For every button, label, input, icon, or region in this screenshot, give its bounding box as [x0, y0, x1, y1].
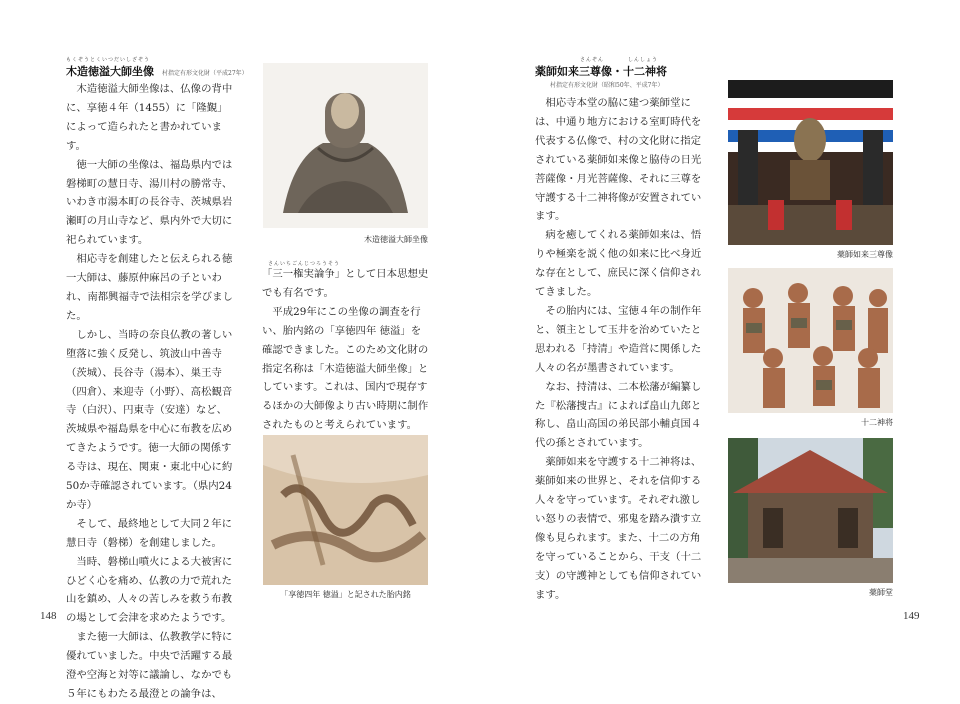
paragraph: 平成29年にこの坐像の調査を行い、胎内銘の「享徳四年 徳溢」を確認できました。このため文化財の指定名称は「木造徳溢大師坐像」としています。これは、国内で現存するほかの大師像より古い時期に制作されたものと考えられています。	[262, 305, 429, 432]
caption-hall: 薬師堂	[869, 588, 893, 597]
paragraph: 相応寺本堂の脇に建つ薬師堂には、中通り地方における室町時代を代表する仏像で、村の文化財に指定されている薬師如来像と脇侍の日光菩薩像・月光菩薩像、それに三尊を守護する十二神将像が安置されています。	[535, 97, 702, 223]
paragraph: 薬師如来を守護する十二神将は、薬師如来の世界と、それを信仰する人々を守っています。それぞれ激しい怒りの表情で、邪鬼を踏み潰す立像も見られます。また、十二の方角を守っていることから、干支（十二支）の守護神としても信仰されています。	[535, 456, 702, 601]
caption-sanzon: 薬師如来三尊像	[837, 250, 893, 259]
right-page-number: 149	[903, 610, 920, 622]
left-designation: 村指定有形文化財（平成27年）	[162, 70, 248, 77]
left-title-ruby: もくぞうとくいつだいしざぞう	[66, 57, 151, 63]
sanzon-photo	[728, 80, 893, 245]
paragraph: しかし、当時の奈良仏教の著しい堕落に強く反発し、筑波山中善寺（茨城）、長谷寺（湯本）、巣王寺（四倉）、来迎寺（小野）、高松観音寺（白沢）、円東寺（安達）など、茨城県や福島県を中心に布教を広めてきたようです。徳一大師の関係する寺は、現在、関東・東北中心に約50か寺確認されています。（県内24か寺）	[66, 328, 233, 511]
right-text-column	[535, 94, 705, 601]
paragraph: なお、持清は、二本松藩が編纂した『松藩捜古』によれば畠山九郎と称し、畠山高国の弟民部小輔貞国４代の孫とされています。	[535, 380, 702, 450]
hall-photo	[728, 438, 893, 583]
right-designation: 村指定有形文化財（昭和50年、平成7年）	[550, 82, 664, 89]
right-title-ruby: さんぞん しんしょう	[580, 57, 659, 63]
paragraph: 病を癒してくれる薬師如来は、悟りや極楽を説く他の如来に比べ身近な存在として、庶民に深く信仰されてきました。	[535, 229, 702, 299]
paragraph: 「三一権実論争」として日本思想史でも有名です。	[262, 268, 429, 299]
right-page-title: 薬師如来三尊像・十二神将	[535, 65, 667, 78]
paragraph: 木造徳溢大師坐像は、仏像の背中に、享徳４年（1455）に「隆覲」によって造られたと書かれています。	[66, 83, 233, 152]
statue-photo	[263, 63, 428, 228]
caption-inscription: 「享徳四年 徳溢」と記された胎内銘	[280, 590, 411, 599]
col2-ruby: さんいちごんじつろうそう	[268, 261, 341, 267]
left-page-number: 148	[40, 610, 57, 622]
shinsho-photo	[728, 268, 893, 413]
paragraph: 相応寺を創建したと伝えられる徳一大師は、藤原仲麻呂の子といわれ、南都興福寺で法相宗を学びました。	[66, 253, 233, 322]
paragraph: その胎内には、宝徳４年の制作年と、領主として玉井を治めていたと思われる「持清」や造営に関係した人々の名が墨書されています。	[535, 304, 702, 374]
left-text-column-2	[262, 265, 430, 432]
paragraph: 当時、磐梯山噴火による大被害にひどく心を痛め、仏教の力で荒れた山を鎮め、人々の苦しみを救う布教の場として会津を求めたようです。	[66, 555, 233, 625]
paragraph: また徳一大師は、仏教教学に特に優れていました。中央で活躍する最澄や空海と対等に議論し、なかでも５年にもわたる最澄との論争は、	[66, 631, 233, 700]
left-page-title: 木造徳溢大師坐像	[66, 65, 154, 78]
caption-statue: 木造徳溢大師坐像	[364, 235, 428, 244]
paragraph: 徳一大師の坐像は、福島県内では磐梯町の慧日寺、湯川村の勝常寺、いわき市湯本町の長谷寺、茨城県岩瀬町の月山寺など、県内外で大切に祀られています。	[66, 158, 233, 247]
left-text-column-1	[66, 80, 236, 700]
caption-shinsho: 十二神将	[861, 418, 893, 427]
paragraph: そして、最終地として大同２年に慧日寺（磐梯）を創建しました。	[66, 517, 233, 549]
inscription-photo	[263, 435, 428, 585]
